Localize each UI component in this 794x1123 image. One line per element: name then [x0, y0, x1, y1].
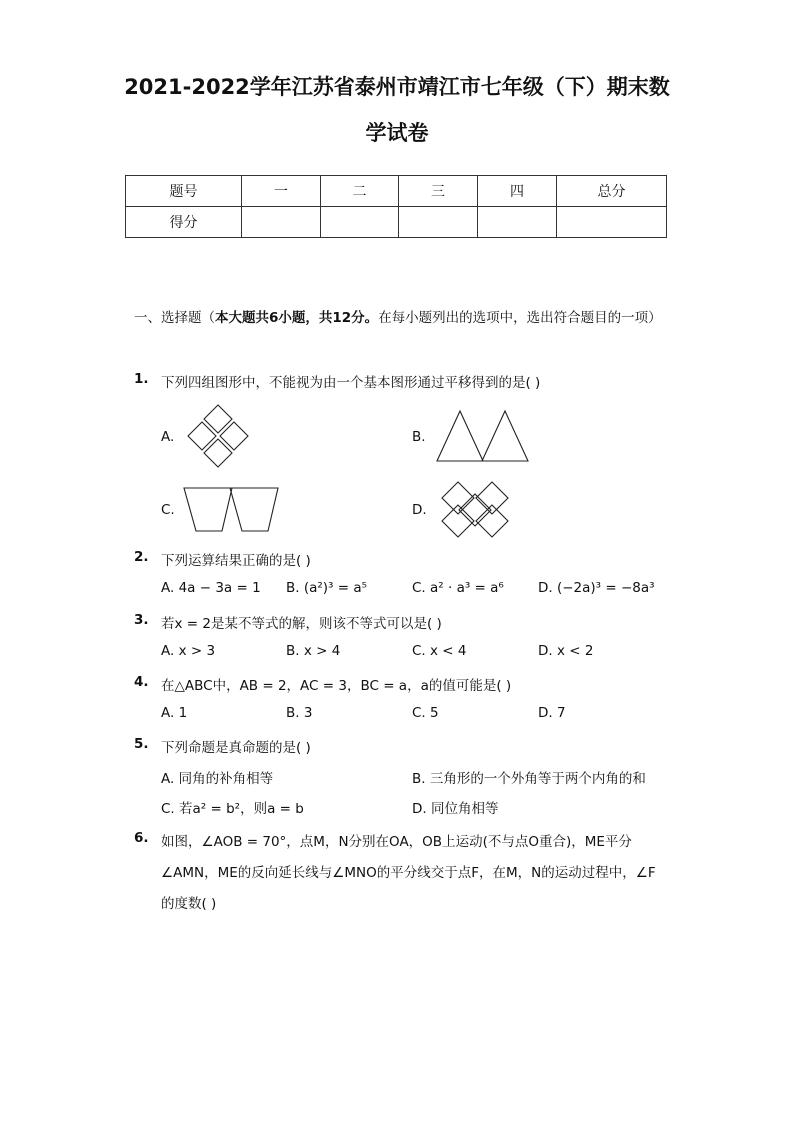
option-b: B. 三角形的一个外角等于两个内角的和: [412, 771, 646, 787]
question-stem: 若x = 2是某不等式的解，则该不等式可以是( ): [161, 616, 442, 632]
option-d-label: D.: [412, 502, 427, 518]
score-input-cell: [399, 207, 478, 238]
score-table-score-row: [126, 207, 667, 238]
option-d: D. x < 2: [538, 643, 594, 659]
option-b: B. x > 4: [286, 643, 341, 659]
option-c: C. 5: [412, 705, 439, 721]
question-stem: 下列四组图形中，不能视为由一个基本图形通过平移得到的是( ): [161, 375, 541, 391]
question-stem-line-3: 的度数( ): [161, 896, 217, 912]
option-c: C. a² · a³ = a⁶: [412, 580, 504, 596]
question-stem-line-1: 如图，∠AOB = 70°，点M，N分别在OA，OB上运动(不与点O重合)，ME平分: [161, 834, 632, 850]
score-cell: 总分: [557, 176, 667, 207]
section-heading: 一、选择题（本大题共6小题，共12分。在每小题列出的选项中，选出符合题目的一项）: [134, 310, 662, 326]
option-a-label: A.: [161, 429, 175, 445]
score-table-header-row: [126, 176, 667, 207]
question-number: 6.: [134, 830, 149, 846]
score-cell: 题号: [126, 176, 242, 207]
option-b: B. (a²)³ = a⁵: [286, 580, 368, 596]
question-stem: 下列命题是真命题的是( ): [161, 740, 311, 756]
section-heading-bold: 本大题共6小题，共12分。: [215, 310, 379, 326]
option-a: A. 同角的补角相等: [161, 771, 274, 787]
title-line-1: 2021-2022学年江苏省泰州市靖江市七年级（下）期末数: [124, 75, 670, 99]
option-d: D. 7: [538, 705, 566, 721]
question-stem: 下列运算结果正确的是( ): [161, 553, 311, 569]
figure-b-triangles: [436, 410, 530, 464]
figure-a-diamonds: [186, 404, 250, 468]
score-input-cell: [242, 207, 321, 238]
question-number: 2.: [134, 549, 149, 565]
score-input-cell: [478, 207, 557, 238]
option-c: C. x < 4: [412, 643, 467, 659]
figure-c-trapezoids: [183, 487, 279, 533]
score-input-cell: [321, 207, 399, 238]
question-number: 4.: [134, 674, 149, 690]
option-b-label: B.: [412, 429, 426, 445]
option-c: C. 若a² = b²，则a = b: [161, 801, 304, 817]
option-b: B. 3: [286, 705, 313, 721]
score-table: [125, 175, 667, 238]
option-a: A. x > 3: [161, 643, 216, 659]
question-number: 5.: [134, 736, 149, 752]
question-stem: 在△ABC中，AB = 2，AC = 3，BC = a，a的值可能是( ): [161, 678, 512, 694]
option-d: D. (−2a)³ = −8a³: [538, 580, 655, 596]
score-cell: 四: [478, 176, 557, 207]
question-number: 3.: [134, 612, 149, 628]
exam-title: [120, 64, 674, 156]
score-input-cell: [557, 207, 667, 238]
option-c-label: C.: [161, 502, 175, 518]
option-a: A. 1: [161, 705, 188, 721]
score-cell: 一: [242, 176, 321, 207]
score-cell: 二: [321, 176, 399, 207]
option-a: A. 4a − 3a = 1: [161, 580, 261, 596]
score-cell: 得分: [126, 207, 242, 238]
score-cell: 三: [399, 176, 478, 207]
option-d: D. 同位角相等: [412, 801, 499, 817]
title-line-2: 学试卷: [365, 121, 429, 145]
figure-d-overlapping-diamonds: [438, 481, 512, 539]
question-number: 1.: [134, 371, 149, 387]
question-stem-line-2: ∠AMN，ME的反向延长线与∠MNO的平分线交于点F，在M，N的运动过程中，∠F: [161, 865, 656, 881]
